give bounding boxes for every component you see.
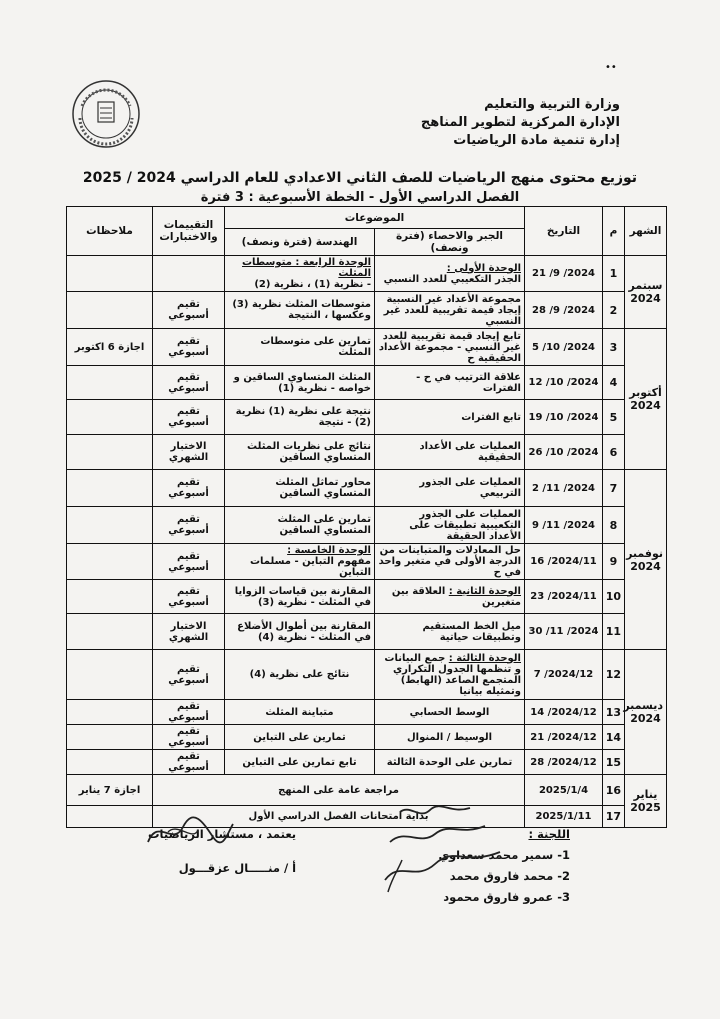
assessment-cell: تقيم أسبوعي [153,750,225,775]
notes-cell [67,292,153,329]
scan-mark: •• [605,62,617,73]
header-month: الشهر [625,207,667,256]
notes-cell [67,366,153,400]
notes-cell [67,614,153,650]
notes-cell [67,507,153,544]
assessment-cell: تقيم أسبوعي [153,366,225,400]
notes-cell [67,400,153,435]
header-geometry: الهندسة (فترة ونصف) [225,229,375,256]
assessment-cell: تقيم أسبوعي [153,329,225,366]
header-assessments: التقييمات والاختبارات [153,207,225,256]
geometry-topic: - نظرية (1) ، نظرية (2) [254,279,371,290]
table-row [67,292,667,329]
geometry-cell: متوسطات المثلث نظرية (3) وعكسها ، النتيجة [225,292,375,329]
row-number: 9 [603,544,625,580]
assessment-cell: الاختبار الشهري [153,614,225,650]
algebra-cell [375,650,525,700]
geometry-cell: نتائج على نظرية (4) [225,650,375,700]
row-number: 15 [603,750,625,775]
notes-cell [67,435,153,470]
ministry-header [421,96,620,150]
title-line-2: الفصل الدراسي الأول - الخطة الأسبوعية : 3 فترة [200,190,520,205]
algebra-cell: العمليات على الأعداد الحقيقية [375,435,525,470]
row-number: 8 [603,507,625,544]
table-row [67,725,667,750]
algebra-cell: ميل الخط المستقيم وتطبيقات حياتية [375,614,525,650]
ministry-name: وزارة التربية والتعليم [484,97,620,112]
row-date: 2024/ 9/ 28 [525,292,603,329]
geometry-cell [225,256,375,292]
month-cell: أكتوبر 2024 [625,329,667,470]
table-row [67,750,667,775]
algebra-cell: حل المعادلات والمتباينات من الدرجة الأولى في متغير واحد في ح [375,544,525,580]
row-date: 2024/11/ 23 [525,580,603,614]
row-date: 2025/1/4 [525,775,603,806]
committee-signatures-icon [380,800,510,900]
table-row [67,366,667,400]
row-date: 2024/ 10/ 12 [525,366,603,400]
document-title [0,168,720,207]
row-number: 11 [603,614,625,650]
notes-cell [67,750,153,775]
table-row [67,544,667,580]
table-row [67,329,667,366]
approval-title: يعتمد ، مستشار الرياضيات [148,827,297,841]
geometry-cell: المقارنة بين قياسات الزوايا في المثلث - نظرية (3) [225,580,375,614]
geometry-cell [225,544,375,580]
notes-cell [67,650,153,700]
row-date: 2025/1/11 [525,806,603,828]
table-row [67,580,667,614]
merged-topic-cell: بداية امتحانات الفصل الدراسي الأول [153,806,525,828]
algebra-cell: تابع إيجاد قيمة تقريبية للعدد غير النسبي - مجموعة الأعداد الحقيقية ح [375,329,525,366]
row-number: 2 [603,292,625,329]
assessment-cell: تقيم أسبوعي [153,400,225,435]
table-row [67,435,667,470]
row-date: 2024/ 10/ 19 [525,400,603,435]
month-cell: نوفمبر 2024 [625,470,667,650]
algebra-cell [375,580,525,614]
row-number: 1 [603,256,625,292]
header-notes: ملاحظات [67,207,153,256]
geometry-cell: نتائج على نظريات المثلث المتساوي الساقين [225,435,375,470]
month-cell: يناير 2025 [625,775,667,828]
algebra-topic: جمع البيانات و تنظمها الجدول التكراري المتجمع الصاعد (الهابط) وتمثيله بيانيا [384,652,521,697]
assessment-cell: تقيم أسبوعي [153,544,225,580]
algebra-cell: تابع الفترات [375,400,525,435]
geometry-topic: مفهوم التباين - مسلمات التباين [250,556,371,578]
row-date: 2024/12/ 14 [525,700,603,725]
geometry-cell: المقارنة بين أطوال الأضلاع في المثلث - نظرية (4) [225,614,375,650]
algebra-topic: الجذر التكعيبي للعدد النسبي [383,273,521,285]
algebra-topic: العلاقة بين متغيرين [391,585,521,608]
geometry-cell: تمارين على المثلث المتساوي الساقين [225,507,375,544]
row-date: 2024/ 10/ 5 [525,329,603,366]
row-number: 13 [603,700,625,725]
header-number: م [603,207,625,256]
table-row [67,507,667,544]
geometry-cell: تمارين على التباين [225,725,375,750]
advisor-name: أ / منـــــال عزقـــول [178,861,297,875]
committee-heading: اللجنة : [528,827,570,841]
month-cell: ديسمبر 2024 [625,650,667,775]
row-number: 7 [603,470,625,507]
assessment-cell: تقيم أسبوعي [153,470,225,507]
row-date: 2024/ 10/ 26 [525,435,603,470]
header-topics: الموضوعات [225,207,525,229]
algebra-cell: علاقة الترتيب في ح - الفترات [375,366,525,400]
ministry-seal-icon [70,78,142,150]
central-admin-name: الإدارة المركزية لتطوير المناهج [420,115,620,130]
geometry-cell: المثلث المتساوي الساقين و خواصه - نظرية (1) [225,366,375,400]
header-date: التاريخ [525,207,603,256]
notes-cell [67,725,153,750]
table-row [67,614,667,650]
row-number: 3 [603,329,625,366]
notes-cell: اجازة 6 اكتوبر [67,329,153,366]
algebra-cell: العمليات على الجذور التكعيبية تطبيقات على الأعداد الحقيقة [375,507,525,544]
row-number: 17 [603,806,625,828]
assessment-cell: الاختبار الشهري [153,435,225,470]
row-date: 2024/ 9/ 21 [525,256,603,292]
notes-cell: اجازة 7 يناير [67,775,153,806]
table-row [67,700,667,725]
curriculum-table [66,206,667,828]
title-line-1: توزيع محتوى منهج الرياضيات للصف الثاني الاعدادي للعام الدراسي 2024 / 2025 [82,170,638,186]
geometry-cell: متباينة المثلث [225,700,375,725]
row-number: 10 [603,580,625,614]
committee-member-1: 1- سمير محمد سعداوي [438,848,570,862]
row-date: 2024/ 11/ 2 [525,470,603,507]
notes-cell [67,580,153,614]
notes-cell [67,256,153,292]
advisor-signature-icon [138,812,238,852]
unit-heading: الوحدة الرابعة : متوسطات المثلث [242,257,371,279]
unit-heading: الوحدة الأولى : [446,262,521,274]
geometry-cell: نتيجة على نظرية (1) نظرية (2) - نتيجة [225,400,375,435]
assessment-cell: تقيم أسبوعي [153,725,225,750]
notes-cell [67,700,153,725]
assessment-cell: تقيم أسبوعي [153,507,225,544]
assessment-cell: تقيم أسبوعي [153,700,225,725]
department-name: إدارة تنمية مادة الرياضيات [453,133,620,148]
header-algebra: الجبر والاحصاء (فترة ونصف) [375,229,525,256]
unit-heading: الوحدة الثالثة : [448,652,521,664]
row-number: 12 [603,650,625,700]
algebra-cell: العمليات على الجذور التربيعي [375,470,525,507]
assessment-cell [153,256,225,292]
algebra-cell: الوسط الحسابي [375,700,525,725]
geometry-cell: تابع تمارين على التباين [225,750,375,775]
assessment-cell: تقيم أسبوعي [153,292,225,329]
table-row [67,400,667,435]
row-date: 2024/ 11/ 30 [525,614,603,650]
geometry-cell: محاور تماثل المثلث المتساوي الساقين [225,470,375,507]
table-row [67,775,667,806]
unit-heading: الوحدة الثانية : [448,585,521,597]
table-row [67,650,667,700]
row-date: 2024/12/ 7 [525,650,603,700]
row-date: 2024/11/ 16 [525,544,603,580]
row-date: 2024/12/ 21 [525,725,603,750]
geometry-cell: تمارين على متوسطات المثلث [225,329,375,366]
month-cell: سبتمر 2024 [625,256,667,329]
algebra-cell [375,256,525,292]
row-number: 6 [603,435,625,470]
row-number: 4 [603,366,625,400]
notes-cell [67,470,153,507]
unit-heading: الوحدة الخامسة : [287,545,371,556]
table-row [67,470,667,507]
algebra-cell: تمارين على الوحدة الثالثة [375,750,525,775]
notes-cell [67,544,153,580]
committee-member-3: 3- عمرو فاروق محمود [443,890,570,904]
merged-topic-cell: مراجعة عامة على المنهج [153,775,525,806]
row-date: 2024/12/ 28 [525,750,603,775]
assessment-cell: تقيم أسبوعي [153,650,225,700]
algebra-cell: الوسيط / المنوال [375,725,525,750]
committee-member-2: 2- محمد فاروق محمد [449,869,570,883]
row-number: 5 [603,400,625,435]
row-date: 2024/ 11/ 9 [525,507,603,544]
algebra-cell: مجموعة الأعداد غير النسبية إيجاد قيمة تقريبية للعدد غير النسبي [375,292,525,329]
table-row [67,256,667,292]
row-number: 16 [603,775,625,806]
assessment-cell: تقيم أسبوعي [153,580,225,614]
row-number: 14 [603,725,625,750]
